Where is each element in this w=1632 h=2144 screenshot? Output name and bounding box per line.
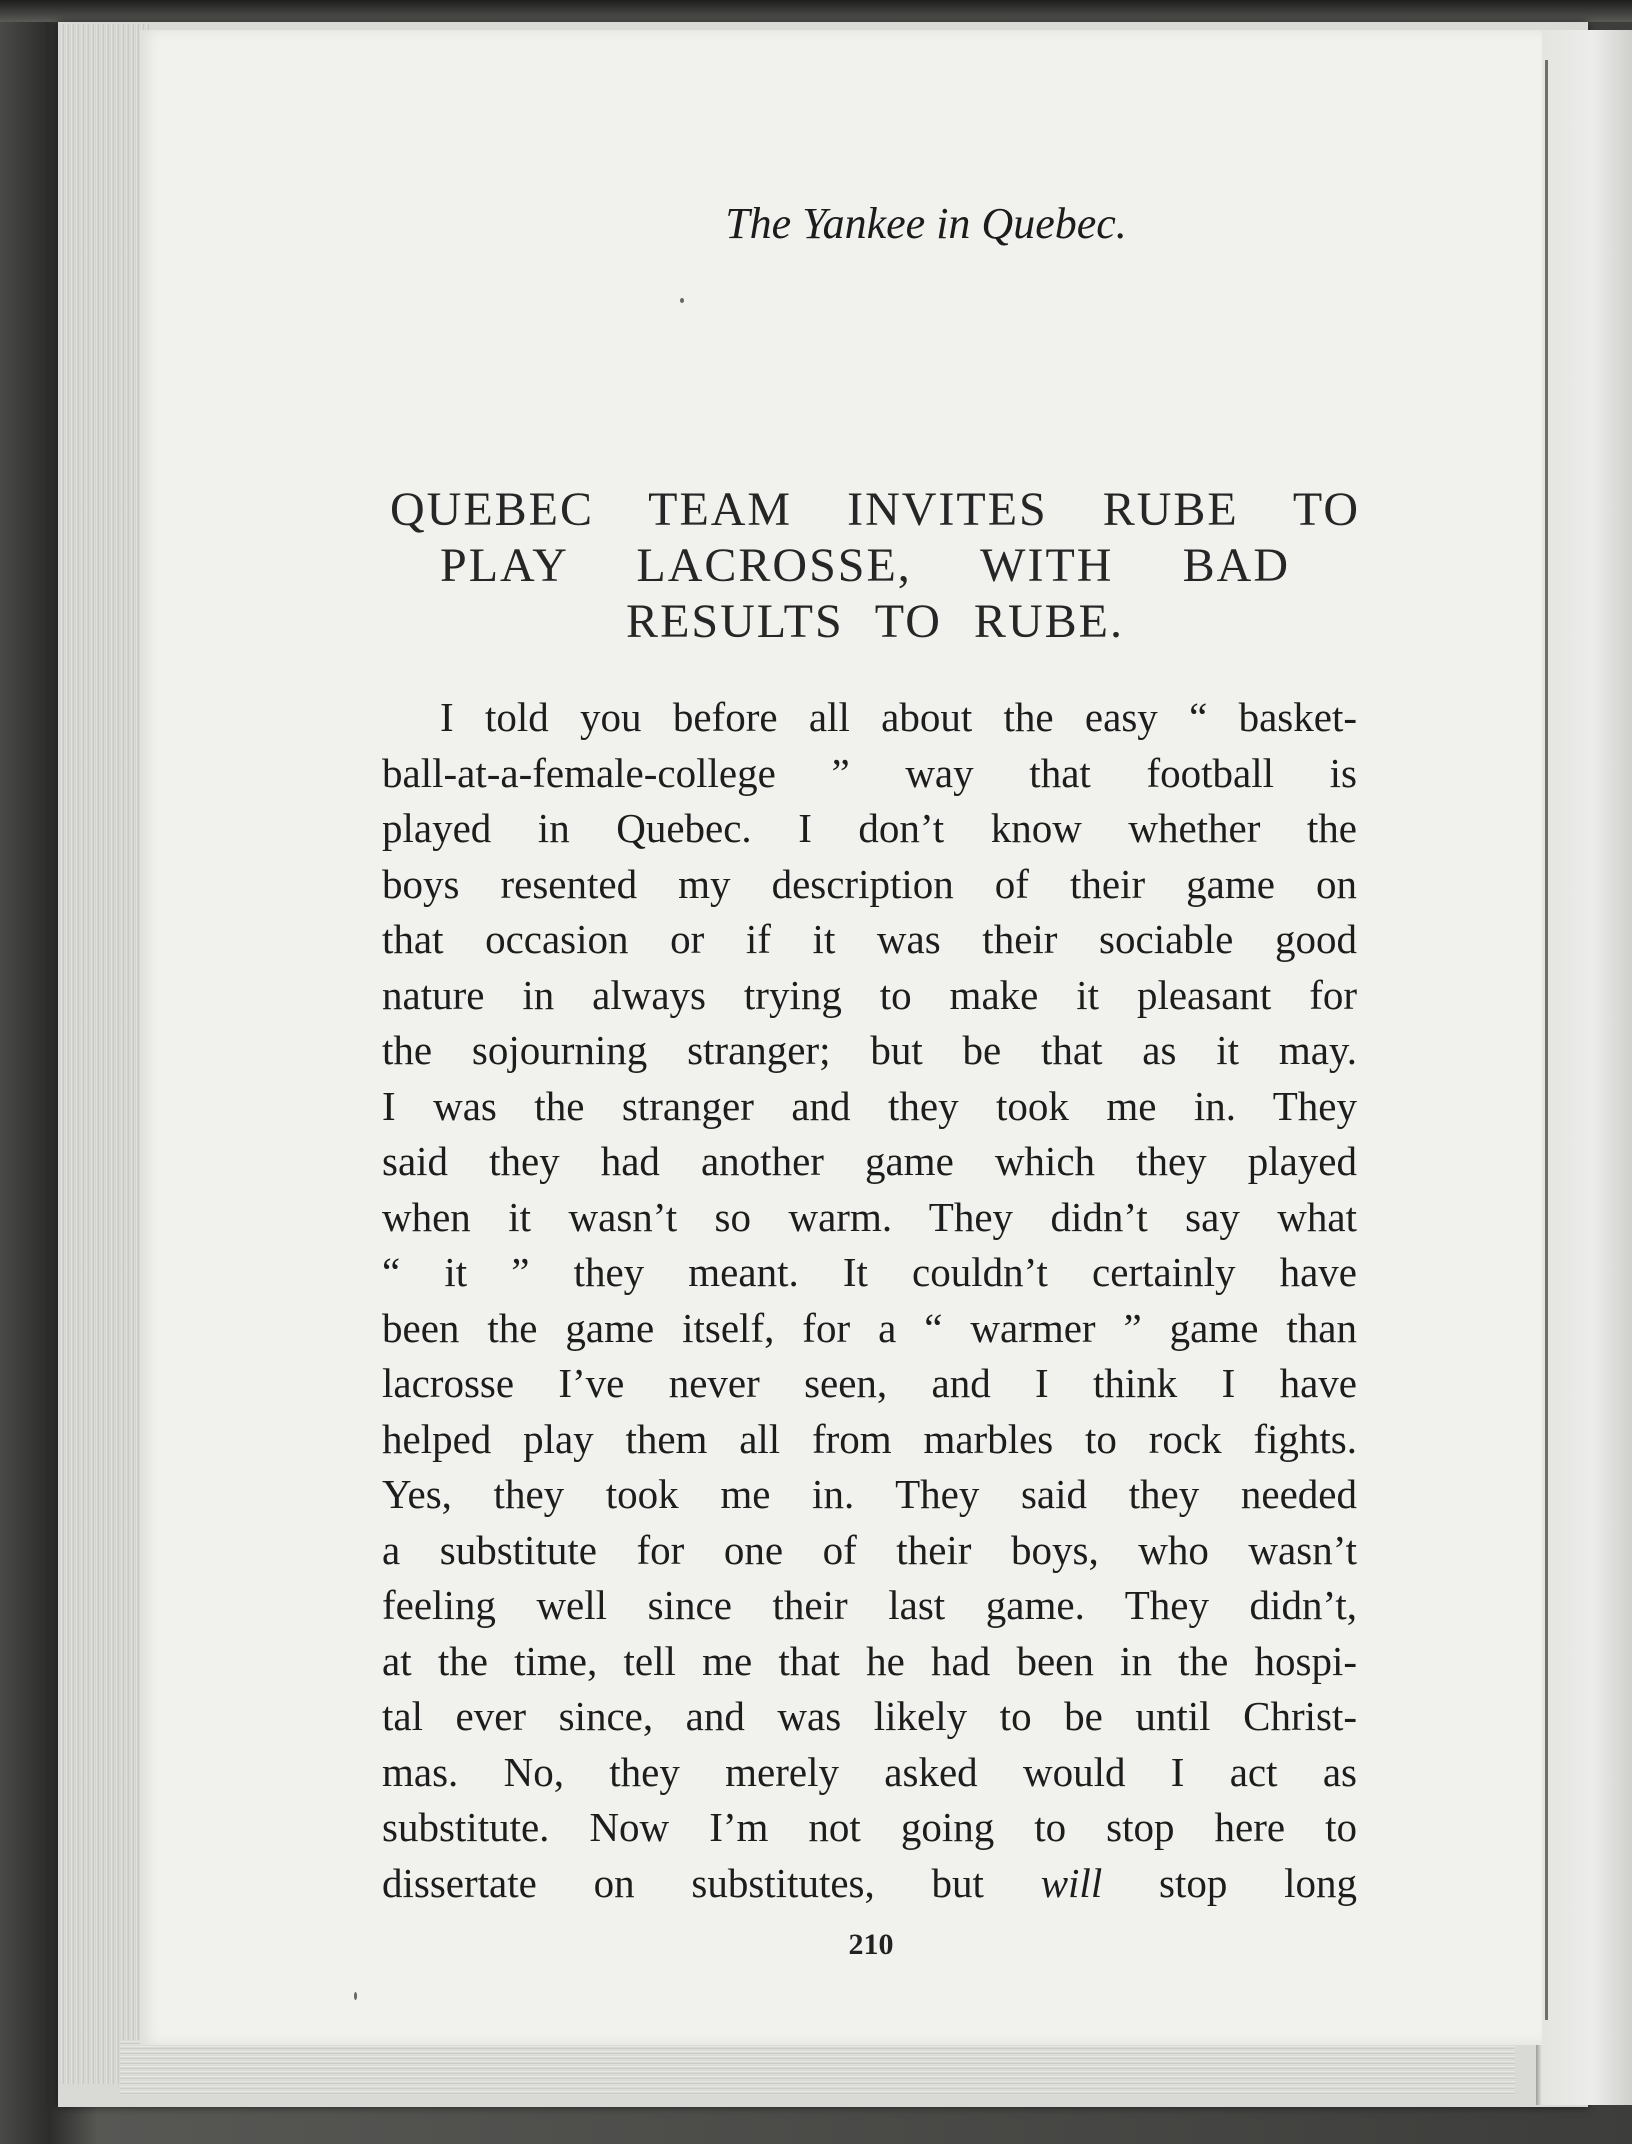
text-line: lacrosse I’ve never seen, and I think I have [382, 1360, 1357, 1406]
page-stack-bottom [120, 2040, 1515, 2095]
text-line: when it wasn’t so warm. They didn’t say what [382, 1193, 1357, 1240]
text-line: substitute. Now I’m not going to stop here to [382, 1804, 1357, 1850]
text-line: I told you before all about the easy “ basket- [440, 694, 1357, 740]
text-line: ball-at-a-female-college ” way that football is [382, 749, 1357, 796]
text-line: a substitute for one of their boys, who wasn’t [382, 1526, 1357, 1573]
italic-word: will [1040, 1859, 1103, 1906]
text-line: that occasion or if it was their sociable good [382, 916, 1357, 962]
text-line: tal ever since, and was likely to be until Christ- [382, 1693, 1357, 1739]
chapter-title-line-3: RESULTS TO RUBE. [626, 595, 1124, 648]
paper-speck [680, 298, 684, 303]
paper-speck [354, 1992, 357, 2000]
running-head: The Yankee in Quebec. [725, 199, 1127, 248]
text-line: said they had another game which they played [382, 1138, 1357, 1184]
body-text [382, 690, 1357, 1911]
text-line: the sojourning stranger; but be that as it may. [382, 1027, 1357, 1073]
text-fragment: dissertate on substitutes, but [382, 1859, 984, 1906]
text-line: mas. No, they merely asked would I act as [382, 1748, 1357, 1795]
text-line: feeling well since their last game. They didn’t, [382, 1582, 1357, 1628]
text-line: helped play them all from marbles to rock fights. [382, 1415, 1357, 1462]
gutter-line [1545, 60, 1548, 2020]
scan-top-edge [0, 0, 1632, 22]
page-stack-left [60, 24, 150, 2084]
text-line: played in Quebec. I don’t know whether the [382, 805, 1357, 851]
text-line: been the game itself, for a “ warmer ” game than [382, 1304, 1357, 1351]
text-line: nature in always trying to make it pleasant for [382, 971, 1357, 1018]
chapter-title-line-2: PLAY LACROSSE, WITH BAD [440, 539, 1290, 592]
text-line: “ it ” they meant. It couldn’t certainly have [382, 1249, 1357, 1295]
facing-page-edge [1536, 30, 1632, 2105]
chapter-title-line-1: QUEBEC TEAM INVITES RUBE TO [390, 483, 1360, 536]
text-line-last [382, 1856, 1357, 1912]
text-line: I was the stranger and they took me in. They [382, 1082, 1357, 1129]
page-number: 210 [848, 1928, 894, 1961]
text-line: Yes, they took me in. They said they needed [382, 1471, 1357, 1517]
chapter-title [390, 482, 1360, 650]
text-line: boys resented my description of their game on [382, 860, 1357, 907]
text-line: at the time, tell me that he had been in the hospi- [382, 1637, 1357, 1684]
text-fragment: stop long [1159, 1859, 1358, 1906]
